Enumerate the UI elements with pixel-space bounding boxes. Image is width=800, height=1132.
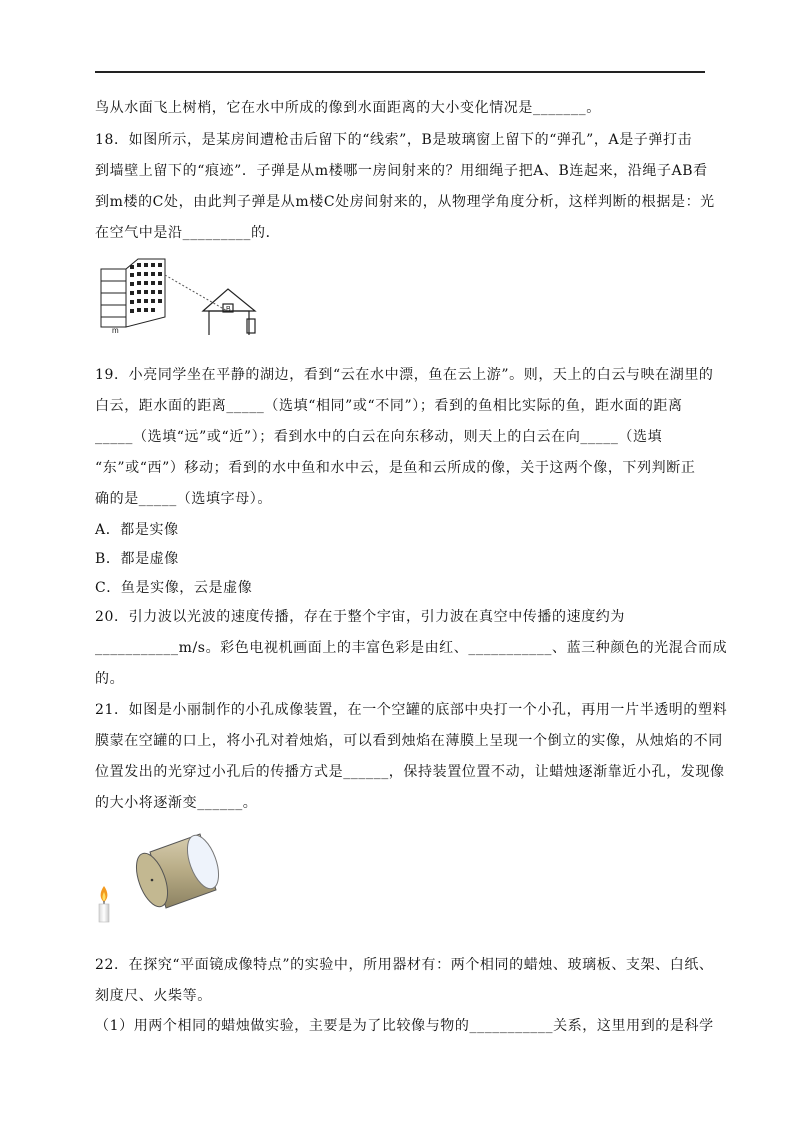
q17-text-tail: 鸟从水面飞上树梢，它在水中所成的像到水面距离的大小变化情况是_______。 [95,100,601,116]
pinhole [151,879,154,882]
q19-text-line5: 确的是_____（选填字母）。 [95,491,272,507]
building-m [101,259,165,335]
q21-text-line4: 的大小将逐渐变______。 [95,795,258,811]
q22-text-line1: 22．在探究“平面镜成像特点”的实验中，所用器材有：两个相同的蜡烛、玻璃板、支架、白纸、 [95,957,714,973]
q18-figure [95,255,285,335]
q20-text-line3: 的。 [95,671,125,687]
q21-text-line1: 21．如图是小丽制作的小孔成像装置，在一个空罐的底部中央打一个小孔，再用一片半透明的塑料 [95,702,728,718]
q19-option-c: C．鱼是实像，云是虚像 [95,580,253,596]
q19-option-b: B．都是虚像 [95,551,179,567]
house-window-label: B [226,306,231,313]
q20-text-line2: ___________m/s。彩色电视机画面上的丰富色彩是由红、___________、蓝三种颜色的光混合而成 [95,640,728,656]
pinhole-can [130,831,225,911]
q18-text-line2: 到墙壁上留下的“痕迹”．子弹是从m楼哪一房间射来的？用细绳子把A、B连起来，沿绳子AB看 [95,163,708,179]
q19-text-line3: _____（选填“远”或“近”）；看到水中的白云在向东移动，则天上的白云在向_____（选填 [95,429,663,445]
q21-figure [92,822,232,924]
q21-text-line2: 膜蒙在空罐的口上，将小孔对着烛焰，可以看到烛焰在薄膜上呈现一个倒立的实像，从烛焰的不同 [95,733,723,749]
q20-text-line1: 20．引力波以光波的速度传播，存在于整个宇宙，引力波在真空中传播的速度约为 [95,609,626,625]
q19-text-line2: 白云，距水面的距离_____（选填“相同”或“不同”）；看到的鱼相比实际的鱼，距水面的距离 [95,398,683,414]
q18-text-line1: 18．如图所示，是某房间遭枪击后留下的“线索”，B是玻璃窗上留下的“弹孔”，A是子弹打击 [95,132,693,148]
house [203,289,255,335]
header-rule [95,71,705,73]
q22-text-line2: 刻度尺、火柴等。 [95,988,212,1004]
string-line-ab [165,275,229,312]
q21-text-line3: 位置发出的光穿过小孔后的传播方式是______，保持装置位置不动，让蜡烛逐渐靠近小孔，发现像 [95,764,725,780]
q19-text-line4: “东”或“西”）移动；看到的水中鱼和水中云，是鱼和云所成的像，关于这两个像，下列判断正 [95,460,696,476]
building-label: m [112,326,119,335]
q19-text-line1: 19．小亮同学坐在平静的湖边，看到“云在水中漂，鱼在云上游”。则，天上的白云与映在湖里的 [95,367,714,383]
q22-sub1-text: （1）用两个相同的蜡烛做实验，主要是为了比较像与物的___________关系，这里用到的是科学 [95,1018,714,1034]
q18-text-line4: 在空气中是沿_________的． [95,225,281,241]
q19-option-a: A．都是实像 [95,522,179,538]
q18-text-line3: 到m楼的C处，由此判子弹是从m楼C处房间射来的，从物理学角度分析，这样判断的根据是：光 [95,194,715,210]
candle [99,886,109,922]
